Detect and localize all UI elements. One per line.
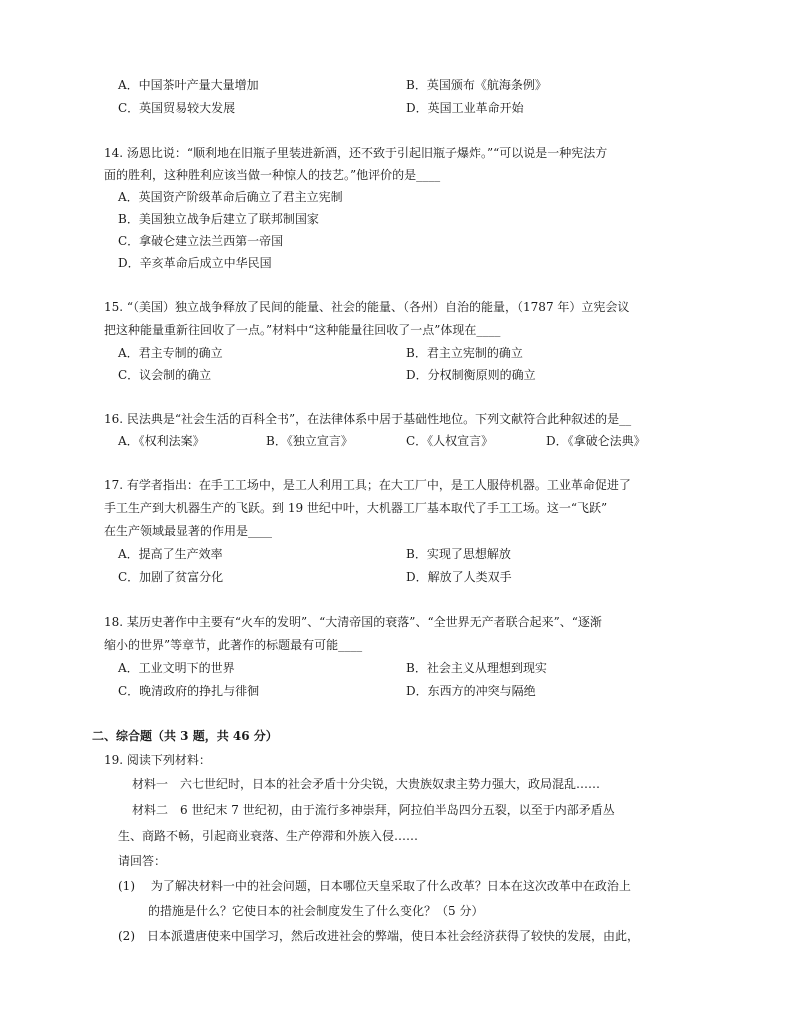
q19-subq1-line1: (1) 为了解决材料一中的社会问题，日本哪位天皇采取了什么改革？日本在这次改革中在政治上	[118, 879, 631, 893]
q14-option-b: B．美国独立战争后建立了联邦制国家	[118, 212, 319, 226]
section-heading: 二、综合题（共 3 题，共 46 分）	[92, 729, 278, 743]
q17-option-c: C．加剧了贫富分化	[118, 570, 224, 584]
q17-stem-line2: 手工生产到大机器生产的飞跃。到 19 世纪中叶，大机器工厂基本取代了手工工场。这一“飞跃”	[104, 501, 608, 515]
q19-subq2-line1: (2) 日本派遣唐使来中国学习，然后改进社会的弊端，使日本社会经济获得了较快的发展，由此，	[118, 929, 640, 943]
option-a: A．中国茶叶产量大量增加	[118, 78, 259, 92]
q19-material-1: 材料一 六七世纪时，日本的社会矛盾十分尖锐，大贵族奴隶主势力强大，政局混乱……	[132, 777, 601, 791]
q19-prompt: 请回答：	[118, 854, 167, 868]
q17-stem-line1: 17. 有学者指出：在手工工场中，是工人利用工具；在大工厂中，是工人服侍机器。工业革命促进了	[104, 478, 631, 492]
q18-option-d: D．东西方的冲突与隔绝	[406, 684, 536, 698]
q16-stem: 16. 民法典是“社会生活的百科全书”，在法律体系中居于基础性地位。下列文献符合此种叙述的是__	[104, 412, 632, 426]
q17-option-b: B．实现了思想解放	[406, 547, 511, 561]
q14-option-a: A．英国资产阶级革命后确立了君主立宪制	[118, 190, 343, 204]
q14-stem-line1: 14. 汤恩比说：“顺利地在旧瓶子里装进新酒，还不致于引起旧瓶子爆炸。”“可以说是一种宪法方	[104, 146, 608, 160]
q16-option-d: D．《拿破仑法典》	[546, 434, 646, 448]
q19-material-2-line2: 生、商路不畅，引起商业衰落、生产停滞和外族入侵……	[118, 829, 419, 843]
q18-option-a: A．工业文明下的世界	[118, 661, 235, 675]
q14-option-c: C．拿破仑建立法兰西第一帝国	[118, 234, 284, 248]
q16-option-c: C．《人权宣言》	[406, 434, 494, 448]
q19-material-2-line1: 材料二 6 世纪末 7 世纪初，由于流行多神崇拜，阿拉伯半岛四分五裂，以至于内部矛盾丛	[132, 803, 615, 817]
q18-option-b: B．社会主义从理想到现实	[406, 661, 547, 675]
q16-option-b: B．《独立宣言》	[266, 434, 353, 448]
q15-option-c: C．议会制的确立	[118, 368, 212, 382]
q14-option-d: D．辛亥革命后成立中华民国	[118, 256, 272, 270]
q14-stem-line2: 面的胜利，这种胜利应该当做一种惊人的技艺。”他评价的是____	[104, 168, 441, 182]
q18-stem-line2: 缩小的世界”等章节，此著作的标题最有可能____	[104, 638, 363, 652]
q15-option-d: D．分权制衡原则的确立	[406, 368, 536, 382]
option-d: D．英国工业革命开始	[406, 101, 524, 115]
q18-option-c: C．晚清政府的挣扎与徘徊	[118, 684, 260, 698]
option-c: C．英国贸易较大发展	[118, 101, 236, 115]
q15-option-a: A．君主专制的确立	[118, 346, 223, 360]
option-b: B．英国颁布《航海条例》	[406, 78, 547, 92]
q17-option-d: D．解放了人类双手	[406, 570, 512, 584]
q18-stem-line1: 18. 某历史著作中主要有“火车的发明”、“大清帝国的衰落”、“全世界无产者联合起来”、“逐渐	[104, 615, 602, 629]
q15-stem-line1: 15. “（美国）独立战争释放了民间的能量、社会的能量、（各州）自治的能量，（1787 年）立宪会议	[104, 300, 630, 314]
q15-option-b: B．君主立宪制的确立	[406, 346, 523, 360]
q15-stem-line2: 把这种能量重新往回收了一点。”材料中“这种能量往回收了一点”体现在____	[104, 323, 501, 337]
q17-stem-line3: 在生产领域最显著的作用是____	[104, 524, 273, 538]
q19-subq1-line2: 的措施是什么？它使日本的社会制度发生了什么变化？（5 分）	[148, 904, 484, 918]
q19-intro: 19. 阅读下列材料：	[104, 753, 211, 767]
q17-option-a: A．提高了生产效率	[118, 547, 223, 561]
q16-option-a: A．《权利法案》	[118, 434, 205, 448]
